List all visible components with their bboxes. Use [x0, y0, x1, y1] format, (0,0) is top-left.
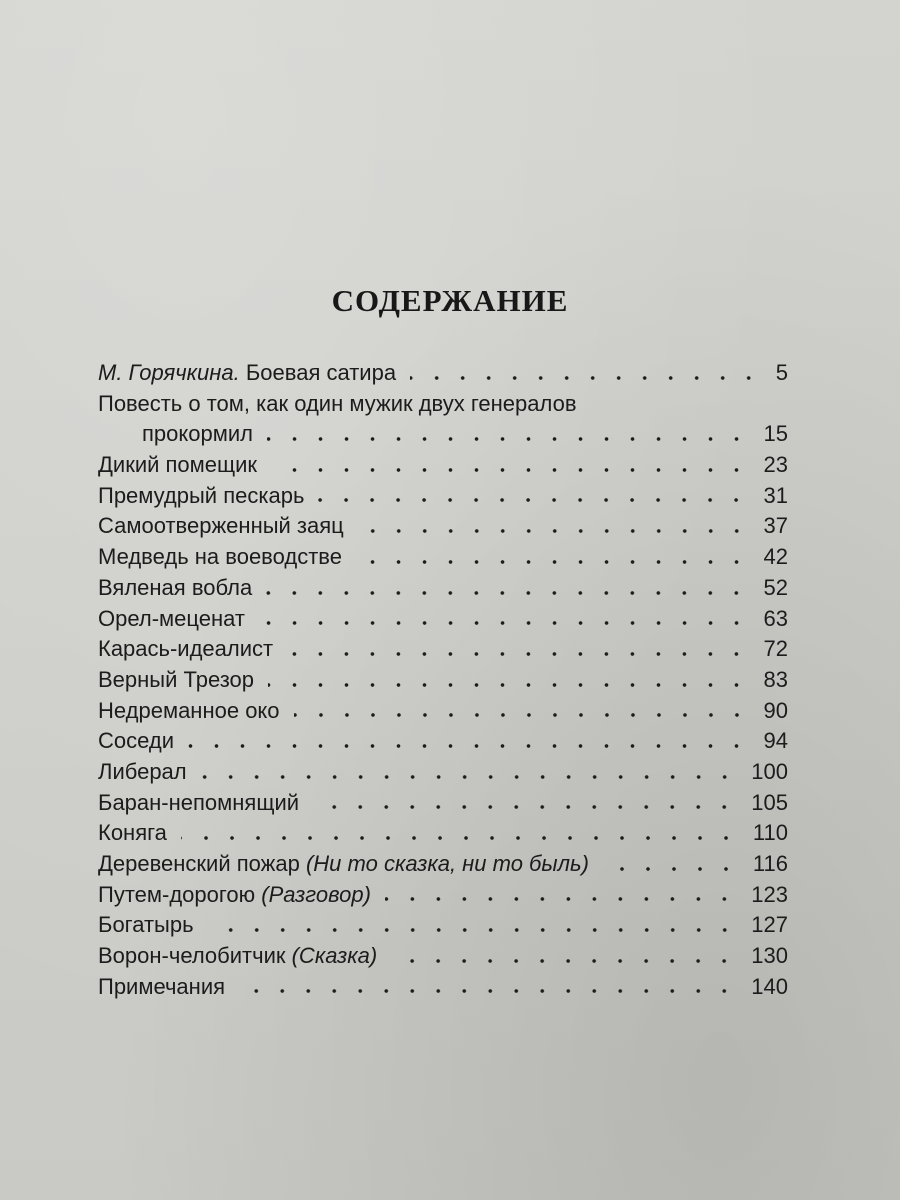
entry-title: Вяленая вобла [98, 574, 253, 600]
page-number: 105 [751, 789, 788, 815]
toc-entry [98, 910, 788, 941]
dot-leader [391, 959, 737, 963]
entry-title: Деревенский пожар [98, 851, 300, 877]
dot-leader [266, 591, 749, 595]
toc-entry [98, 450, 788, 481]
entry-subtitle: (Ни то сказка, ни то быль) [305, 851, 589, 877]
toc-entry [98, 604, 788, 635]
dot-leader [603, 867, 739, 871]
toc-entry [98, 818, 788, 849]
entry-text [98, 634, 273, 665]
entry-title: Примечания [98, 973, 226, 999]
toc-entry [98, 788, 788, 819]
page-number: 5 [775, 359, 788, 385]
toc-entry [98, 880, 788, 911]
entry-title: Повесть о том, как один мужик двух генералов [98, 390, 577, 416]
entry-text [98, 972, 225, 1003]
page-number: 31 [763, 482, 788, 508]
entry-text [98, 604, 245, 635]
toc-entry [98, 573, 788, 604]
entry-title: Самоотверженный заяц [98, 513, 344, 539]
page-number: 110 [752, 820, 788, 846]
entry-text [98, 788, 299, 819]
page-number: 42 [763, 544, 788, 570]
dot-leader [385, 897, 737, 901]
page-number: 127 [751, 912, 788, 938]
dot-leader [181, 836, 739, 840]
toc-entry [98, 665, 788, 696]
dot-leader [356, 560, 750, 564]
toc-entry [98, 481, 788, 512]
entry-title: Коняга [98, 820, 167, 846]
dot-leader [208, 928, 738, 932]
entry-text [98, 511, 344, 542]
entry-title: Путем-дорогою [98, 881, 256, 907]
page-number: 52 [763, 574, 788, 600]
dot-leader [318, 498, 749, 502]
page-number: 72 [763, 636, 788, 662]
page-number: 123 [751, 881, 788, 907]
entry-title: Баран-непомнящий [98, 789, 300, 815]
dot-leader [259, 621, 750, 625]
dot-leader [271, 468, 749, 472]
entry-text [98, 696, 280, 727]
page-number: 83 [763, 666, 788, 692]
toc-entry [98, 542, 788, 573]
page-number: 140 [751, 973, 788, 999]
entry-text [98, 481, 304, 512]
entry-text [98, 880, 371, 911]
entry-title: Дикий помещик [98, 452, 258, 478]
toc-entry [98, 358, 788, 389]
dot-leader [358, 529, 750, 533]
page-number: 90 [763, 697, 788, 723]
entry-text [98, 665, 254, 696]
toc-entry [98, 696, 788, 727]
toc-heading: СОДЕРЖАНИЕ [331, 283, 569, 318]
dot-leader [239, 989, 737, 993]
table-of-contents [98, 358, 788, 1002]
entry-title: Богатырь [98, 912, 194, 938]
entry-text [98, 573, 252, 604]
toc-entry [98, 941, 788, 972]
entry-author: М. Горячкина. [98, 360, 240, 385]
entry-text [98, 910, 194, 941]
entry-title: Боевая сатира [245, 360, 397, 385]
toc-entry [98, 726, 788, 757]
dot-leader [201, 775, 738, 779]
entry-text [98, 849, 589, 880]
entry-text [98, 542, 342, 573]
toc-entry [98, 389, 788, 450]
entry-text [98, 757, 187, 788]
dot-leader [188, 744, 750, 748]
entry-title: Верный Трезор [98, 666, 255, 692]
entry-title: Либерал [98, 758, 187, 784]
page-number: 94 [763, 728, 788, 754]
page-number: 116 [752, 851, 788, 876]
dot-leader [268, 683, 750, 687]
toc-entry [98, 511, 788, 542]
page-number: 130 [751, 943, 788, 969]
toc-entry [98, 849, 788, 880]
page-number: 23 [763, 452, 788, 478]
page-number: 100 [751, 758, 788, 784]
page-number: 63 [763, 605, 788, 631]
entry-text [98, 818, 167, 849]
entry-subtitle: (Сказка) [291, 943, 378, 969]
entry-title: Соседи [98, 728, 175, 754]
dot-leader [313, 805, 737, 809]
entry-title: Орел-меценат [98, 605, 245, 631]
toc-entry [98, 634, 788, 665]
entry-title: Медведь на воеводстве [98, 544, 342, 570]
toc-entry [98, 757, 788, 788]
page-number: 37 [763, 513, 788, 539]
entry-title: Недреманное око [98, 697, 280, 723]
dot-leader [287, 652, 749, 656]
entry-title: Ворон-челобитчик [98, 943, 286, 969]
dot-leader [294, 713, 750, 717]
entry-text [98, 358, 396, 389]
entry-title: Карась-идеалист [98, 636, 274, 662]
dot-leader [267, 437, 750, 441]
entry-text [98, 450, 257, 481]
entry-title: Премудрый пескарь [98, 482, 305, 508]
entry-subtitle: (Разговор) [261, 881, 371, 907]
page-number: 15 [763, 421, 788, 447]
toc-entry [98, 972, 788, 1003]
entry-text [98, 726, 174, 757]
entry-title-continued: прокормил [142, 421, 253, 447]
dot-leader [410, 376, 762, 380]
entry-text [98, 941, 377, 972]
